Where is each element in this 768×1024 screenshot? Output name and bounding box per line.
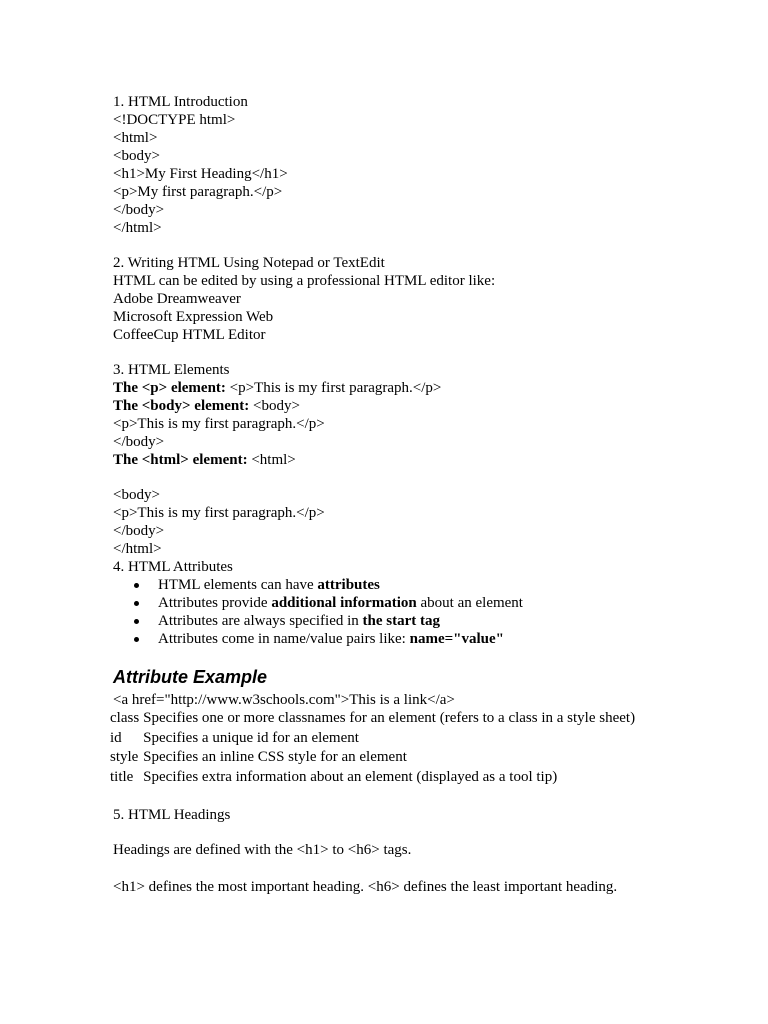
editor-item: Adobe Dreamweaver: [113, 291, 241, 307]
body-element-code: <body>: [249, 398, 300, 414]
section-3-title: 3. HTML Elements: [113, 362, 230, 378]
p-element-code: <p>This is my first paragraph.</p>: [225, 380, 442, 396]
code-line: <p>My first paragraph.</p>: [113, 184, 283, 200]
bullet-item: Attributes come in name/value pairs like: name="value": [113, 630, 733, 648]
attribute-name: style: [110, 749, 139, 765]
editor-item: CoffeeCup HTML Editor: [113, 327, 266, 343]
bullet-item: Attributes are always specified in the start tag: [113, 612, 733, 630]
headings-paragraph-1: Headings are defined with the <h1> to <h6> tags.: [113, 842, 412, 858]
section-2-intro: HTML can be edited by using a professional HTML editor like:: [113, 273, 496, 289]
table-row: [110, 768, 638, 788]
table-row: [110, 729, 638, 749]
attribute-example-code: <a href="http://www.w3schools.com">This is a link</a>: [113, 692, 455, 708]
table-row: [110, 748, 638, 768]
bullet-item: HTML elements can have attributes: [113, 576, 733, 594]
html-element-line: [113, 451, 733, 469]
headings-paragraph-2: <h1> defines the most important heading. <h6> defines the least important heading.: [113, 879, 618, 895]
attributes-table: [110, 709, 638, 787]
bullet-icon: [134, 601, 139, 606]
section-1-title: 1. HTML Introduction: [113, 94, 248, 110]
code-line: </body>: [113, 434, 165, 450]
bullet-icon: [134, 637, 139, 642]
p-element-label: The <p> element:: [113, 380, 226, 396]
code-line: </body>: [113, 202, 165, 218]
code-line: <h1>My First Heading</h1>: [113, 166, 288, 182]
attribute-description: Specifies an inline CSS style for an element: [143, 749, 407, 765]
code-line: <p>This is my first paragraph.</p>: [113, 416, 325, 432]
document-page: [110, 93, 733, 896]
code-line: </html>: [113, 541, 162, 557]
section-2-title: 2. Writing HTML Using Notepad or TextEdit: [113, 255, 385, 271]
bullet-icon: [134, 619, 139, 624]
html-element-code: <html>: [247, 452, 296, 468]
code-line: <!DOCTYPE html>: [113, 112, 236, 128]
p-element-line: [113, 379, 733, 397]
bullet-item: Attributes provide additional information about an element: [113, 594, 733, 612]
attribute-description: Specifies extra information about an element (displayed as a tool tip): [143, 768, 558, 785]
code-line: </html>: [113, 220, 162, 236]
table-row: [110, 709, 638, 729]
attribute-name: title: [110, 768, 134, 785]
section-4-title: 4. HTML Attributes: [113, 559, 233, 575]
code-line: <html>: [113, 130, 158, 146]
bullet-icon: [134, 583, 139, 588]
attribute-example-heading: Attribute Example: [113, 667, 268, 687]
code-line: <body>: [113, 148, 160, 164]
code-line: <p>This is my first paragraph.</p>: [113, 505, 325, 521]
code-line: <body>: [113, 487, 160, 503]
attributes-bullet-list: [113, 576, 733, 648]
attribute-name: id: [110, 729, 122, 746]
attribute-name: class: [110, 710, 140, 726]
code-line: </body>: [113, 523, 165, 539]
attribute-description: Specifies a unique id for an element: [143, 729, 359, 746]
body-element-line: [113, 397, 733, 415]
editor-item: Microsoft Expression Web: [113, 309, 274, 325]
body-element-label: The <body> element:: [113, 398, 250, 414]
attribute-description: Specifies one or more classnames for an element (refers to a class in a style sheet): [143, 710, 636, 726]
section-5-title: 5. HTML Headings: [113, 807, 231, 823]
html-element-label: The <html> element:: [113, 452, 248, 468]
